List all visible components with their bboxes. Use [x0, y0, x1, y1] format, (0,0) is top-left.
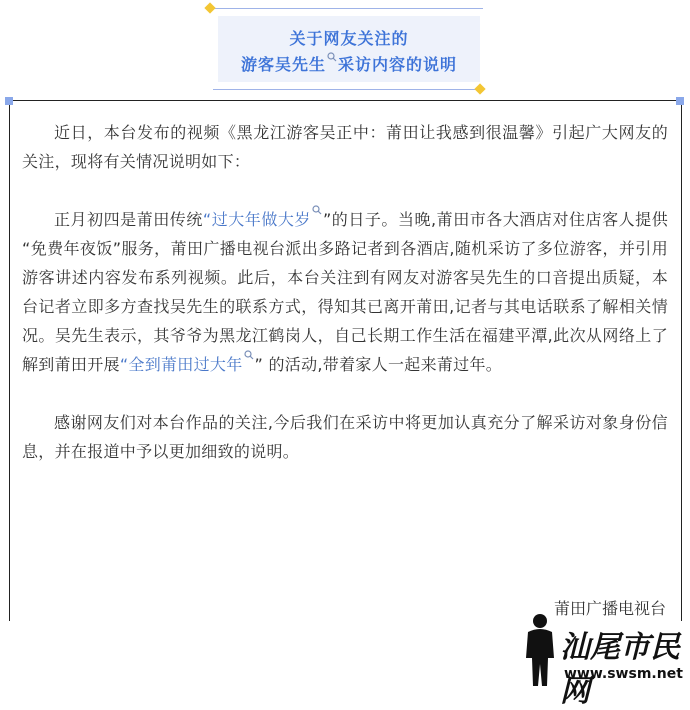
title-banner — [0, 0, 690, 96]
title-top-rule — [213, 8, 483, 9]
keyword-link-quan-dao-putian[interactable] — [120, 355, 255, 374]
paragraph-3: 感谢网友们对本台作品的关注,今后我们在采访中将更加认真充分了解采访对象身份信息，并在报道中予以更加细致的说明。 — [22, 413, 668, 461]
search-icon[interactable] — [312, 205, 322, 217]
diamond-ornament-bottom — [474, 83, 485, 94]
title-bottom-rule — [213, 89, 483, 90]
signature: 莆田广播电视台 — [553, 599, 666, 618]
person-silhouette-icon — [520, 612, 560, 687]
search-icon[interactable] — [244, 350, 254, 362]
search-icon[interactable] — [327, 52, 337, 64]
paragraph-2-part-b: ”的日子。当晚,莆田市各大酒店对住店客人提供 “免费年夜饭”服务，莆田广播电视台派出多路记者到各酒店,随机采访了多位游客，并引用游客讲述内容发布系列视频。此后，本台关注到有网友对游客吴先生的口音提出质疑，本台记者立即多方查找吴先生的联系方式，得知其已离开莆田,记者与其电话联系了解相关情况。吴先生表示，其爷爷为黑龙江鹤岗人，自己长期工作生活在福建平潭,此次从网络上了解到莆田开展 — [22, 210, 668, 374]
keyword-link-guo-da-nian[interactable] — [203, 210, 323, 229]
title-line-1: 关于网友关注的 — [289, 29, 409, 48]
title-line-2-start: 游客吴先生 — [240, 55, 326, 74]
keyword-link-quan-dao-putian-text[interactable]: “全到莆田过大年 — [119, 355, 243, 374]
watermark-url: www.swsm.net — [564, 666, 683, 682]
paragraph-2-part-c: ” 的活动,带着家人一起来莆过年。 — [254, 355, 503, 374]
paragraph-2 — [22, 205, 668, 379]
paragraph-2-part-a: 正月初四是莆田传统 — [54, 210, 203, 229]
title-line-2 — [218, 52, 480, 75]
paragraph-1: 近日，本台发布的视频《黑龙江游客吴正中：莆田让我感到很温馨》引起广大网友的关注，现将有关情况说明如下： — [22, 123, 668, 171]
title-box — [218, 16, 480, 82]
watermark — [520, 612, 690, 709]
title-line-2-end: 采访内容的说明 — [338, 55, 458, 74]
keyword-link-guo-da-nian-text[interactable]: “过大年做大岁 — [202, 210, 311, 229]
article-body — [22, 118, 668, 495]
watermark-brand: 汕尾市民网 — [560, 630, 680, 709]
frame-corner-top-left — [5, 97, 13, 105]
frame-corner-top-right — [676, 97, 684, 105]
diamond-ornament-top — [204, 2, 215, 13]
